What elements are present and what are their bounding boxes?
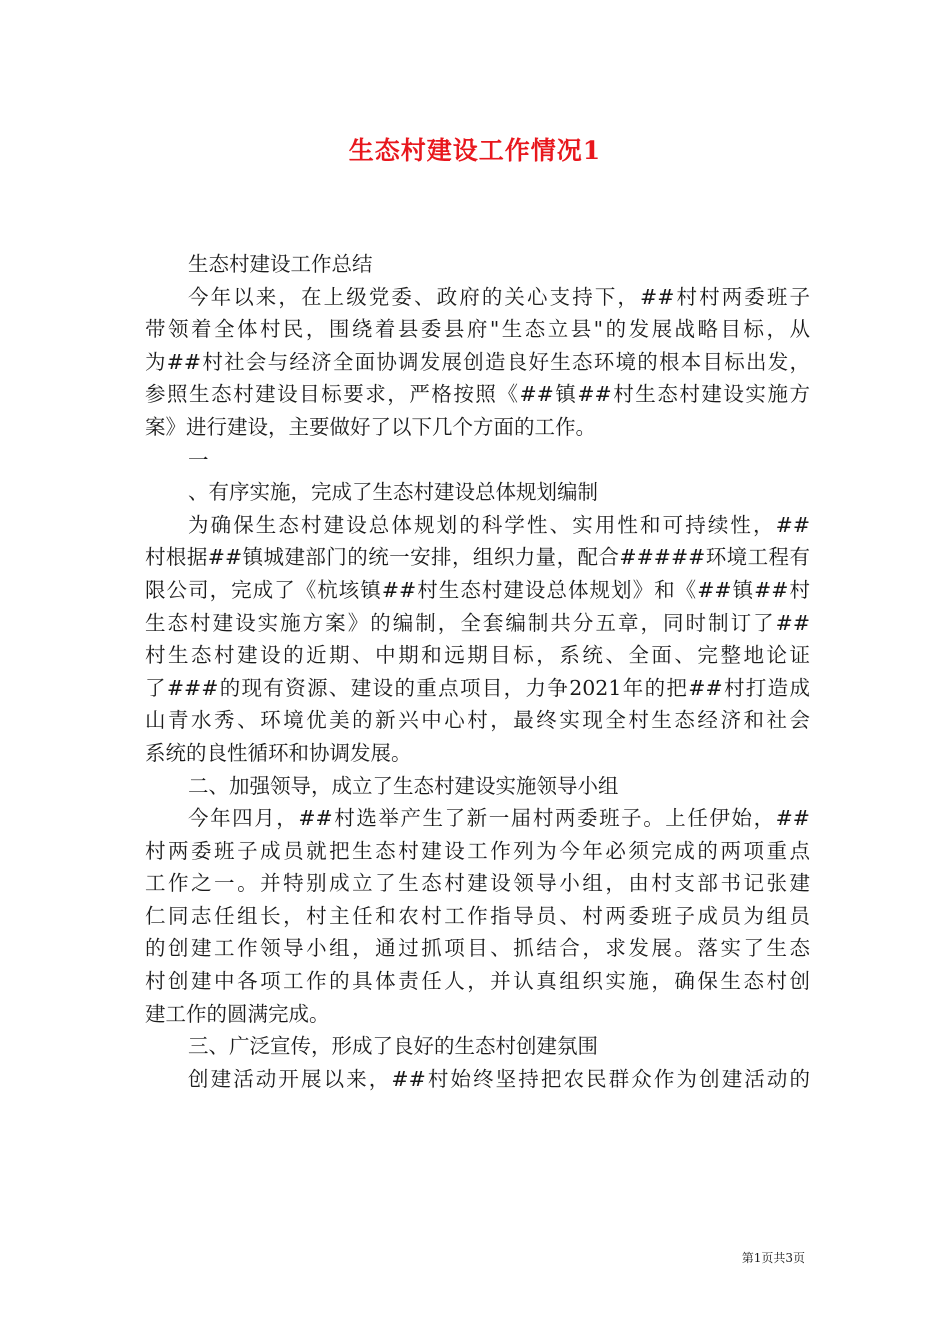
- text-line: 生态村建设实施方案》的编制，全套编制共分五章，同时制订了##: [145, 610, 810, 635]
- text-line: 村两委班子成员就把生态村建设工作列为今年必须完成的两项重点: [145, 838, 810, 863]
- text-line: 今年以来，在上级党委、政府的关心支持下，##村村两委班子: [188, 284, 810, 309]
- text-line: 生态村建设工作总结: [188, 252, 373, 276]
- text-line: 建工作的圆满完成。: [145, 1001, 330, 1026]
- text-line: 仁同志任组长，村主任和农村工作指导员、村两委班子成员为组员: [145, 903, 810, 928]
- text-line: 案》进行建设，主要做好了以下几个方面的工作。: [145, 414, 596, 439]
- text-line: 为确保生态村建设总体规划的科学性、实用性和可持续性，##: [188, 512, 810, 537]
- text-line: 为##村社会与经济全面协调发展创造良好生态环境的根本目标出发，: [145, 349, 810, 374]
- text-line: 今年四月，##村选举产生了新一届村两委班子。上任伊始，##: [188, 806, 810, 831]
- text-line: 山青水秀、环境优美的新兴中心村，最终实现全村生态经济和社会: [145, 708, 810, 733]
- text-line: 的创建工作领导小组，通过抓项目、抓结合，求发展。落实了生态: [145, 936, 810, 961]
- page-indicator: 第1页共3页: [741, 1251, 805, 1265]
- text-line: 带领着全体村民，围绕着县委县府"生态立县"的发展战略目标，从: [145, 317, 810, 342]
- text-line: 村生态村建设的近期、中期和远期目标，系统、全面、完整地论证: [145, 643, 810, 668]
- text-line: 工作之一。并特别成立了生态村建设领导小组，由村支部书记张建: [145, 871, 810, 896]
- text-line: 一: [188, 447, 209, 472]
- text-line: 限公司，完成了《杭垓镇##村生态村建设总体规划》和《##镇##村: [145, 577, 810, 602]
- text-line: 、有序实施，完成了生态村建设总体规划编制: [188, 480, 598, 505]
- text-line: 村创建中各项工作的具体责任人，并认真组织实施，确保生态村创: [145, 969, 810, 994]
- text-line: 二、加强领导，成立了生态村建设实施领导小组: [188, 773, 619, 798]
- text-line: 村根据##镇城建部门的统一安排，组织力量，配合#####环境工程有: [145, 545, 810, 570]
- text-line: 系统的良性循环和协调发展。: [145, 740, 412, 765]
- text-line: 创建活动开展以来，##村始终坚持把农民群众作为创建活动的: [188, 1066, 810, 1091]
- text-line: 了###的现有资源、建设的重点项目，力争2021年的把##村打造成: [145, 675, 810, 700]
- document-body: [145, 248, 810, 1095]
- document-title: 生态村建设工作情况1: [348, 136, 602, 165]
- text-line: 参照生态村建设目标要求，严格按照《##镇##村生态村建设实施方: [145, 382, 810, 407]
- text-line: 三、广泛宣传，形成了良好的生态村创建氛围: [188, 1034, 598, 1059]
